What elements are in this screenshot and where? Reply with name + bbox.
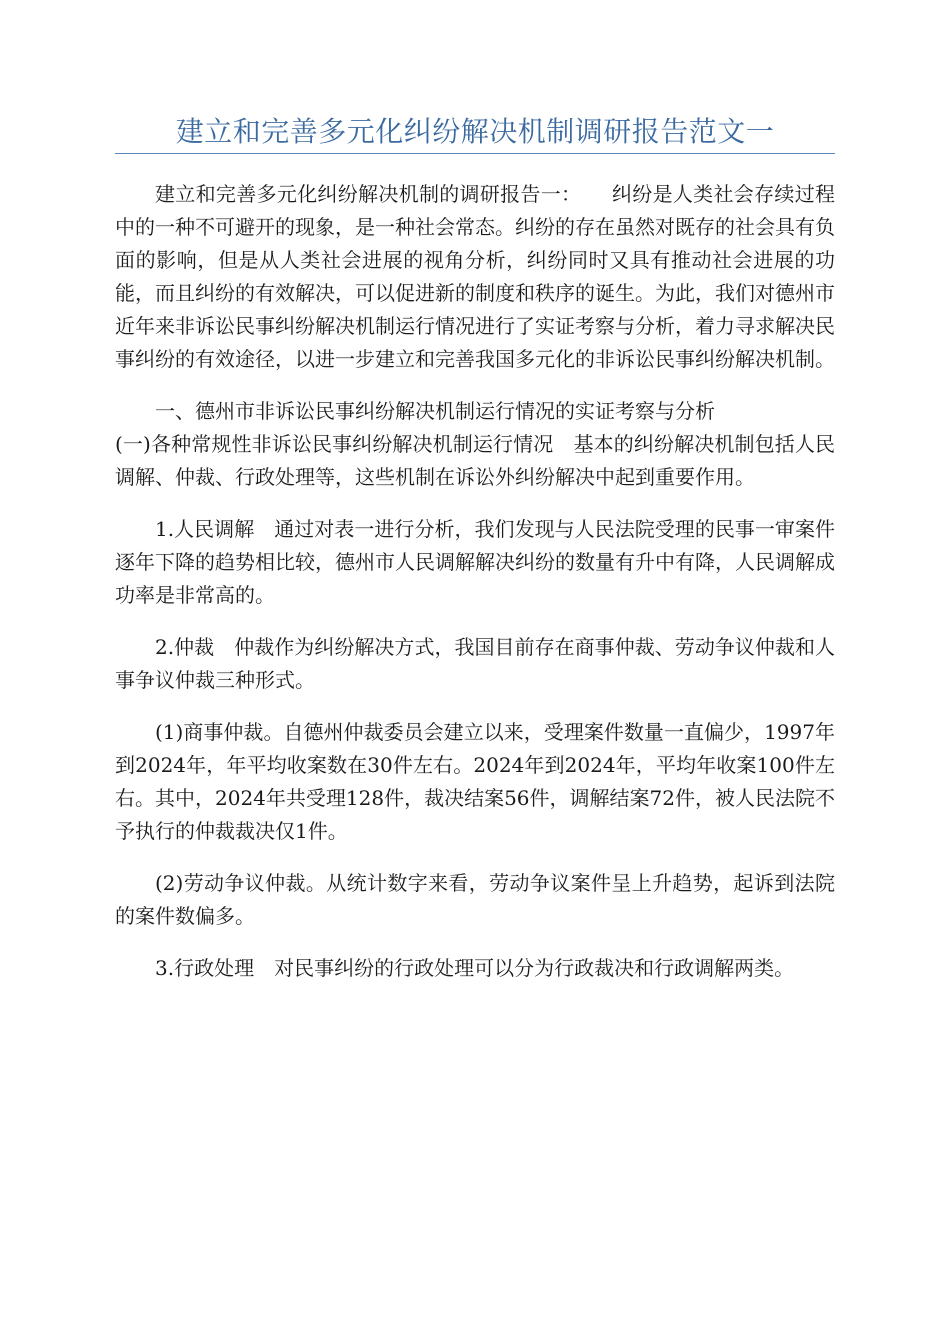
title-underline [115,153,835,154]
paragraph-administrative-handling: 3.行政处理 对民事纠纷的行政处理可以分为行政裁决和行政调解两类。 [155,956,795,980]
document-title: 建立和完善多元化纠纷解决机制调研报告范文一 [175,115,775,148]
paragraph-commercial-arbitration: (1)商事仲裁。自德州仲裁委员会建立以来，受理案件数量一直偏少，1997年到2024年，年平均收案数在30件左右。2024年到2024年，平均年收案100件左右。其中，2024年共受理128件，裁决结案56件，调解结案72件，被人民法院不予执行的仲裁裁决仅1件。 [115,720,835,843]
paragraph-people-mediation: 1.人民调解 通过对表一进行分析，我们发现与人民法院受理的民事一审案件逐年下降的趋势相比较，德州市人民调解解决纠纷的数量有升中有降，人民调解成功率是非常高的。 [115,517,835,607]
paragraph-arbitration: 2.仲裁 仲裁作为纠纷解决方式，我国目前存在商事仲裁、劳动争议仲裁和人事争议仲裁三种形式。 [115,635,835,692]
document-body [115,178,835,1004]
section-heading-1: 一、德州市非诉讼民事纠纷解决机制运行情况的实证考察与分析 [155,399,715,423]
paragraph-labor-arbitration: (2)劳动争议仲裁。从统计数字来看，劳动争议案件呈上升趋势，起诉到法院的案件数偏多。 [115,871,835,928]
paragraph-intro: 建立和完善多元化纠纷解决机制的调研报告一： 纠纷是人类社会存续过程中的一种不可避开的现象，是一种社会常态。纠纷的存在虽然对既存的社会具有负面的影响，但是从人类社会进展的视角分析，纠纷同时又具有推动社会进展的功能，而且纠纷的有效解决，可以促进新的制度和秩序的诞生。为此，我们对德州市近年来非诉讼民事纠纷解决机制运行情况进行了实证考察与分析，着力寻求解决民事纠纷的有效途径，以进一步建立和完善我国多元化的非诉讼民事纠纷解决机制。 [115,182,835,371]
subsection-heading-1: (一)各种常规性非诉讼民事纠纷解决机制运行情况 基本的纠纷解决机制包括人民调解、仲裁、行政处理等，这些机制在诉讼外纠纷解决中起到重要作用。 [115,432,835,489]
